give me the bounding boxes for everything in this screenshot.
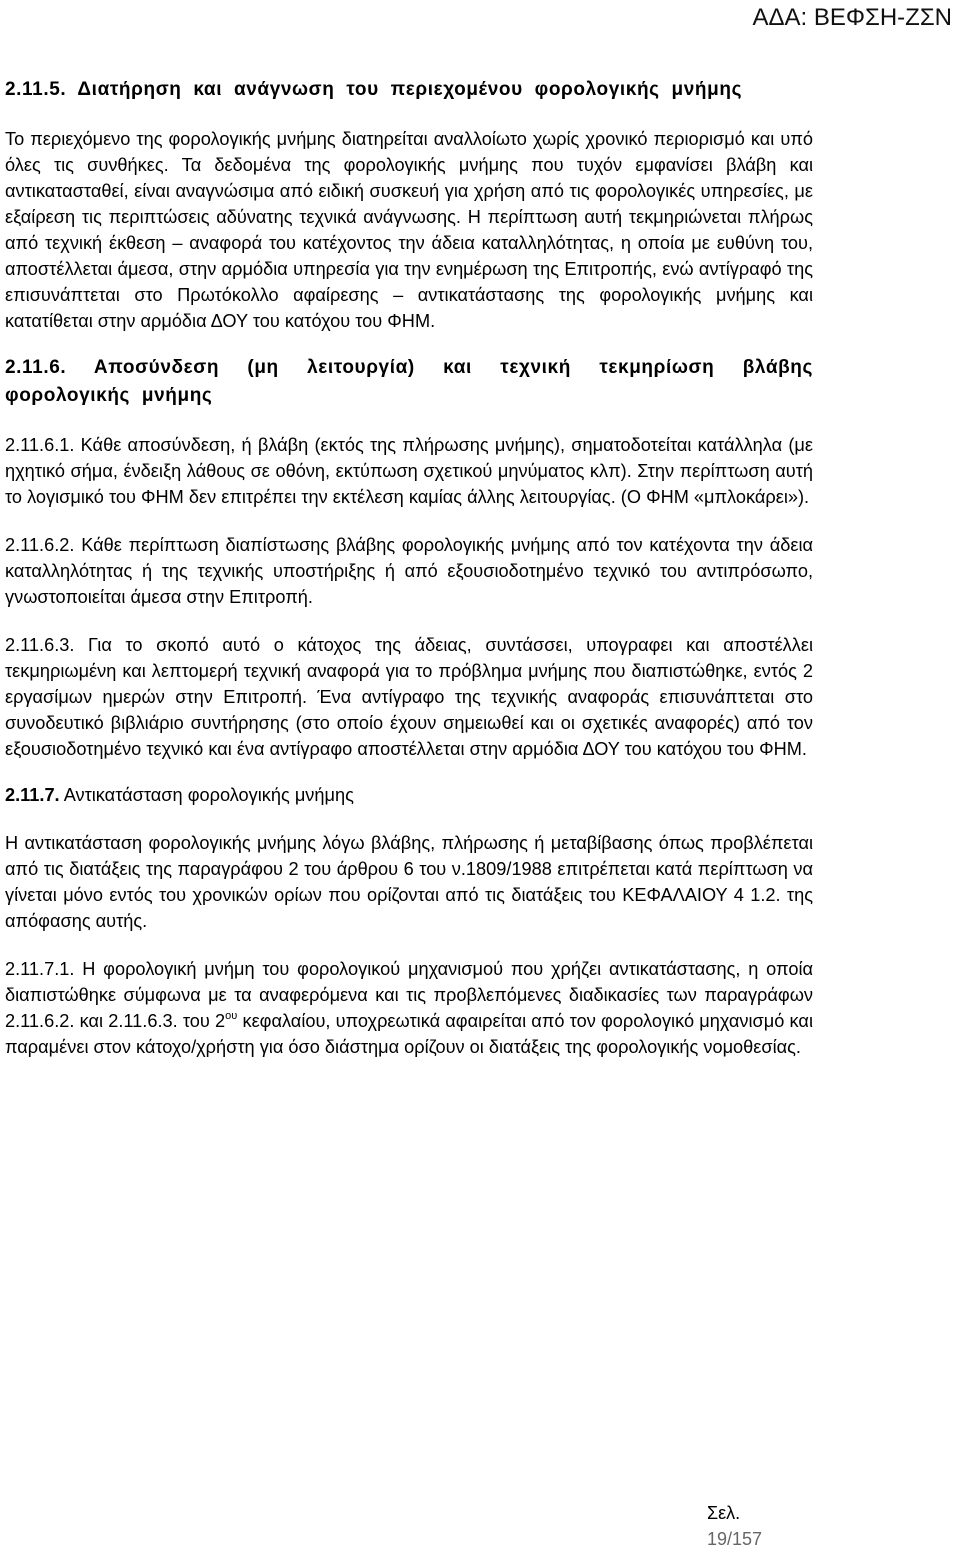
document-body bbox=[5, 76, 813, 1060]
paragraph-2-11-6-3: 2.11.6.3. Για το σκοπό αυτό ο κάτοχος της άδειας, συντάσσει, υπογραφει και αποστέλλει τεκμηριωμένη και λεπτομερή τεχνική αναφορά για το πρόβλημα μνήμης που διαπιστώθηκε, εντός 2 εργασίμων ημερών στην Επιτροπή. Ένα αντίγραφο της τεχνικής αναφοράς επισυνάπτεται στο συνοδευτικό βιβλιάριο συντήρησης (στο οποίο έχουν σημειωθεί και οι σχετικές αναφορές) από τον εξουσιοδοτημένο τεχνικό και ένα αντίγραφο αποστέλλεται στην αρμόδια ΔΟΥ του κατόχου του ΦΗΜ. bbox=[5, 635, 813, 759]
paragraph-2-11-7: Η αντικατάσταση φορολογικής μνήμης λόγω βλάβης, πλήρωσης ή μεταβίβασης όπως προβλέπεται από τις διατάξεις της παραγράφου 2 του άρθρου 6 του ν.1809/1988 επιτρέπεται κατά περίπτωση να γίνεται μόνο εντός του χρονικών ορίων που ορίζονται από τις διατάξεις του ΚΕΦΑΛΑΙΟΥ 4 1.2. της απόφασης αυτής. bbox=[5, 833, 813, 931]
paragraph-2-11-7-1-part-a: 2.11.7.1. Η φορολογική μνήμη του φορολογικού μηχανισμού που χρήζει αντικατάστασης, η οποία διαπιστώθηκε σύμφωνα με τα αναφερόμενα και τις προβλεπόμενες διαδικασίες των παραγράφων 2.11.6.2. και 2.11.6.3. του 2 bbox=[5, 959, 813, 1031]
section-heading-2-11-5: 2.11.5. Διατήρηση και ανάγνωση του περιεχομένου φορολογικής μνήμης bbox=[5, 79, 743, 100]
section-heading-2-11-6: 2.11.6. Αποσύνδεση (μη λειτουργία) και τεχνική τεκμηρίωση βλάβης φορολογικής μνήμης bbox=[5, 357, 813, 406]
section-title: Αντικατάσταση φορολογικής μνήμης bbox=[63, 785, 354, 805]
paragraph-2-11-7-1-part-b: κεφαλαίου, υποχρεωτικά αφαιρείται από τον φορολογικό μηχανισμό και παραμένει στον κάτοχο/χρήστη για όσο διάστημα ορίζουν οι διατάξεις της φορολογικής νομοθεσίας. bbox=[5, 1011, 813, 1057]
page-current: 19 bbox=[707, 1529, 728, 1549]
page-label: Σελ. bbox=[707, 1503, 741, 1523]
paragraph-2-11-6-1: 2.11.6.1. Κάθε αποσύνδεση, ή βλάβη (εκτός της πλήρωσης μνήμης), σηματοδοτείται κατάλληλα (με ηχητικό σήμα, ένδειξη λάθους σε οθόνη, εκτύπωση σχετικού μηνύματος κλπ). Στην περίπτωση αυτή το λογισμικό του ΦΗΜ δεν επιτρέπει την εκτέλεση καμίας άλλης λειτουργίας. (Ο ΦΗΜ «μπλοκάρει»). bbox=[5, 435, 813, 507]
paragraph-2-11-6-2: 2.11.6.2. Κάθε περίπτωση διαπίστωσης βλάβης φορολογικής μνήμης από τον κατέχοντα την άδεια καταλληλότητας ή της τεχνικής υποστήριξης ή από εξουσιοδοτημένο τεχνικό του αντιπρόσωπο, γνωστοποιείται άμεσα στην Επιτροπή. bbox=[5, 535, 813, 607]
paragraph-2-11-5: Το περιεχόμενο της φορολογικής μνήμης διατηρείται αναλλοίωτο χωρίς χρονικό περιορισμό και υπό όλες τις συνθήκες. Τα δεδομένα της φορολογικής μνήμης που τυχόν εμφανίσει βλάβη και αντικατασταθεί, είναι αναγνώσιμα από ειδική συσκευή για χρήση από τις φορολογικές υπηρεσίες, με εξαίρεση τις περιπτώσεις αδύνατης τεχνικά ανάγνωσης. Η περίπτωση αυτή τεκμηριώνεται πλήρως από τεχνική έκθεση – αναφορά του κατέχοντος την άδεια καταλληλότητας, η οποία με ευθύνη του, αποστέλλεται άμεσα, στην αρμόδια υπηρεσία για την ενημέρωση της Επιτροπής, ενώ αντίγραφό της επισυνάπτεται στο Πρωτόκολλο αφαίρεσης – αντικατάστασης της φορολογικής μνήμης και κατατίθεται στην αρμόδια ΔΟΥ του κατόχου του ΦΗΜ. bbox=[5, 129, 813, 331]
paragraph-2-11-7-1 bbox=[5, 956, 813, 1060]
page-number bbox=[707, 1526, 762, 1552]
ordinal-suffix: ου bbox=[225, 1009, 238, 1022]
section-heading-2-11-7 bbox=[5, 782, 813, 808]
page-footer bbox=[707, 1500, 762, 1552]
ada-code: ΑΔΑ: ΒΕΦΣΗ-ΖΣΝ bbox=[752, 4, 952, 31]
page-total: /157 bbox=[727, 1529, 763, 1549]
section-number: 2.11.7. bbox=[5, 785, 60, 805]
